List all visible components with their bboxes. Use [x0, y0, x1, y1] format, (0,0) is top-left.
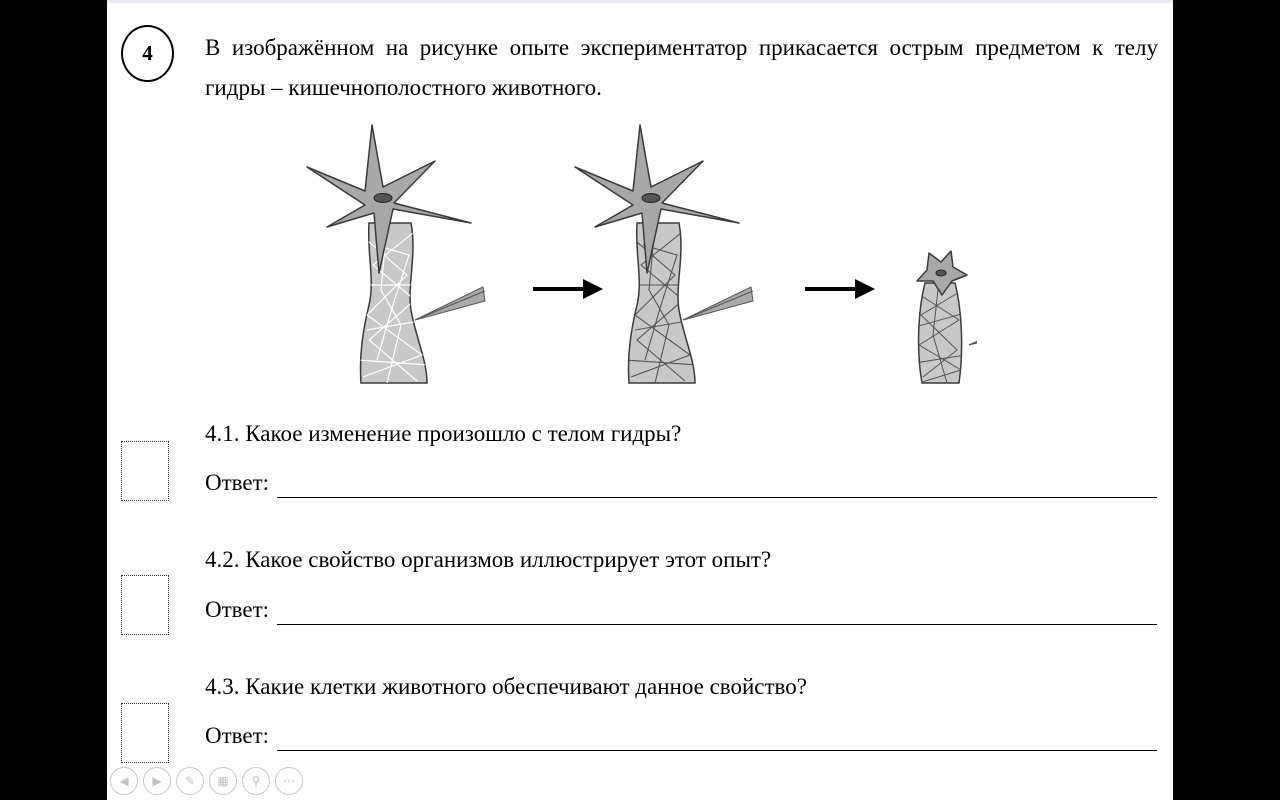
- score-box-4-1: [121, 441, 169, 501]
- answer-row-4-1[interactable]: [205, 470, 1157, 500]
- answer-line[interactable]: [277, 624, 1157, 625]
- question-4-1: 4.1. Какое изменение произошло с телом гидры?: [205, 421, 682, 446]
- slide-grid-icon[interactable]: ▦: [209, 767, 237, 795]
- slide: [107, 0, 1173, 800]
- question-4-2: 4.2. Какое свойство организмов иллюстрирует этот опыт?: [205, 547, 772, 572]
- question-4-3: 4.3. Какие клетки животного обеспечивают данное свойство?: [205, 674, 807, 699]
- zoom-icon[interactable]: ⚲: [242, 767, 270, 795]
- next-slide-icon[interactable]: ▶: [143, 767, 171, 795]
- task-number-circle: [121, 25, 174, 82]
- answer-label: Ответ:: [205, 723, 270, 748]
- hydra-experiment-figure: [297, 115, 977, 395]
- answer-label: Ответ:: [205, 597, 270, 622]
- hydra-extended: [307, 125, 485, 383]
- right-arrow-icon: [533, 279, 603, 299]
- answer-line[interactable]: [277, 497, 1157, 498]
- hydra-mouth: [374, 194, 392, 203]
- hydra-mouth: [642, 194, 660, 203]
- answer-line[interactable]: [277, 750, 1157, 751]
- answer-row-4-2[interactable]: [205, 597, 1157, 627]
- right-arrow-icon: [805, 279, 875, 299]
- slideshow-toolbar: [107, 766, 303, 796]
- task-number: 4: [142, 41, 153, 65]
- hydra-contracted: [915, 251, 977, 383]
- pen-icon[interactable]: ✎: [176, 767, 204, 795]
- hydra-mouth: [936, 270, 946, 276]
- score-box-4-3: [121, 703, 169, 763]
- score-box-4-2: [121, 575, 169, 635]
- more-icon[interactable]: ⋯: [275, 767, 303, 795]
- answer-row-4-3[interactable]: [205, 723, 1157, 753]
- slide-top-border: [107, 0, 1173, 3]
- task-intro-text: В изображённом на рисунке опыте экспериментатор прикасается острым предметом к телу гидры – кишечнополостного животного.: [205, 35, 1158, 100]
- previous-slide-icon[interactable]: ◀: [110, 767, 138, 795]
- answer-label: Ответ:: [205, 470, 270, 495]
- needle-icon: [683, 287, 753, 320]
- needle-icon: [415, 287, 485, 320]
- needle-icon: [969, 313, 977, 345]
- hydra-touched: [575, 125, 753, 383]
